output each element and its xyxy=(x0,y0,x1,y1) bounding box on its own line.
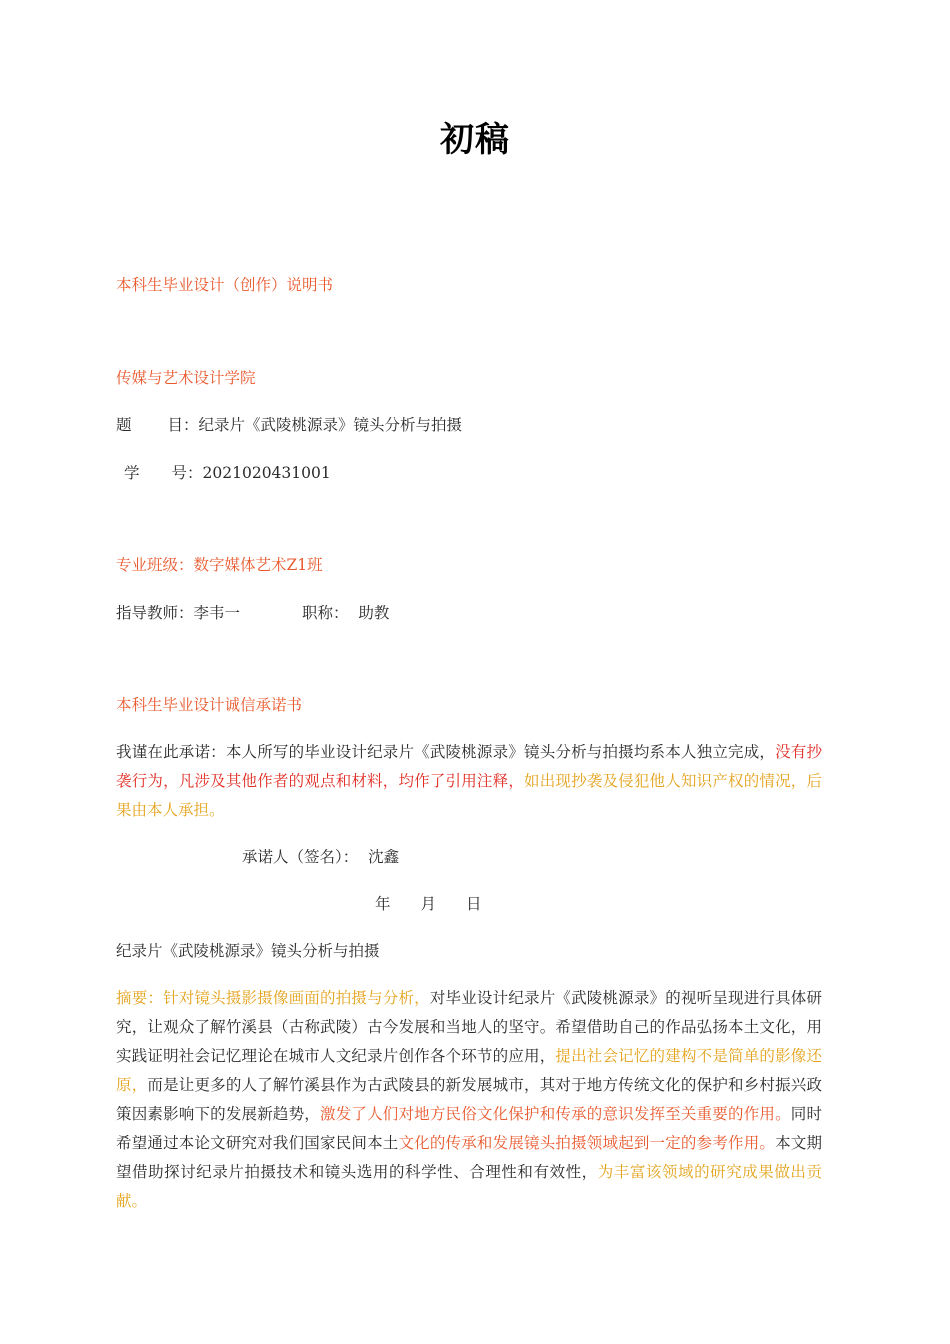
date-month: 月 xyxy=(420,895,437,913)
topic-value: 纪录片《武陵桃源录》镜头分析与拍摄 xyxy=(198,416,463,434)
tutor-label: 指导教师： xyxy=(116,604,194,622)
pledge-part-3: 如出现抄袭及侵犯他人知识产权的情况，后果由本人承担。 xyxy=(116,772,822,819)
abstract-paragraph xyxy=(116,984,822,1216)
abstract-s7: 文化的传承和发展镜头拍摄领域起到一定的参考作用。 xyxy=(398,1134,776,1152)
page-title: 初稿 xyxy=(440,120,510,160)
date-line xyxy=(375,894,482,914)
spec-heading: 本科生毕业设计（创作）说明书 xyxy=(116,276,334,294)
tutor-name: 李韦一 xyxy=(193,604,241,622)
pledge-paragraph xyxy=(116,738,822,825)
tutor-title-label: 职称： xyxy=(302,604,349,622)
integrity-heading: 本科生毕业设计诚信承诺书 xyxy=(116,696,303,714)
abstract-s3: 提出社会记忆的建构不是简单的影像还原， xyxy=(116,1047,822,1094)
abstract-s2: 对毕业设计纪录片《武陵桃源录》的视听呈现进行具体研究，让观众了解竹溪县（古称武陵）古今发展和当地人的坚守。希望借助自己的作品弘扬本土文化，用实践证明社会记忆理论在城市人文纪录片创作各个环节的应用， xyxy=(116,989,822,1065)
pledge-part-2: 没有抄袭行为，凡涉及其他作者的观点和材料，均作了引用注释， xyxy=(116,743,822,790)
student-id-value: 2021020431001 xyxy=(202,464,331,482)
topic-label-b: 目： xyxy=(167,416,199,434)
student-id-label-b: 号： xyxy=(171,464,203,482)
abstract-s1: 摘要：针对镜头摄影摄像画面的拍摄与分析， xyxy=(116,989,430,1007)
college-name: 传媒与艺术设计学院 xyxy=(116,369,256,387)
abstract-s9: 为丰富该领域的研究成果做出贡献。 xyxy=(116,1163,822,1210)
date-year: 年 xyxy=(375,895,391,913)
tutor-title-value: 助教 xyxy=(358,604,390,622)
major-class: 专业班级：数字媒体艺术Z1班 xyxy=(116,556,323,574)
abstract-s6: 同时希望通过本论文研究对我们国家民间本土 xyxy=(116,1105,822,1152)
date-day: 日 xyxy=(466,895,482,913)
pledge-part-1: 我谨在此承诺：本人所写的毕业设计纪录片《武陵桃源录》镜头分析与拍摄均系本人独立完成， xyxy=(116,743,776,761)
signature-label: 承诺人（签名）： xyxy=(242,848,359,866)
topic-line xyxy=(116,415,462,435)
abstract-s5: 激发了人们对地方民俗文化保护和传承的意识发挥至关重要的作用。 xyxy=(320,1105,791,1123)
student-id-label-a: 学 xyxy=(124,464,140,482)
student-id-line xyxy=(124,463,331,483)
signature-name: 沈鑫 xyxy=(368,848,400,866)
tutor-line xyxy=(116,603,389,623)
topic-label-a: 题 xyxy=(116,416,132,434)
thesis-title: 纪录片《武陵桃源录》镜头分析与拍摄 xyxy=(116,942,380,960)
abstract-s8: 本文期望借助探讨纪录片拍摄技术和镜头选用的科学性、合理性和有效性， xyxy=(116,1134,822,1181)
abstract-s4: 而是让更多的人了解竹溪县作为古武陵县的新发展城市，其对于地方传统文化的保护和乡村振兴政策因素影响下的发展新趋势， xyxy=(116,1076,822,1123)
signature-line xyxy=(242,847,399,867)
